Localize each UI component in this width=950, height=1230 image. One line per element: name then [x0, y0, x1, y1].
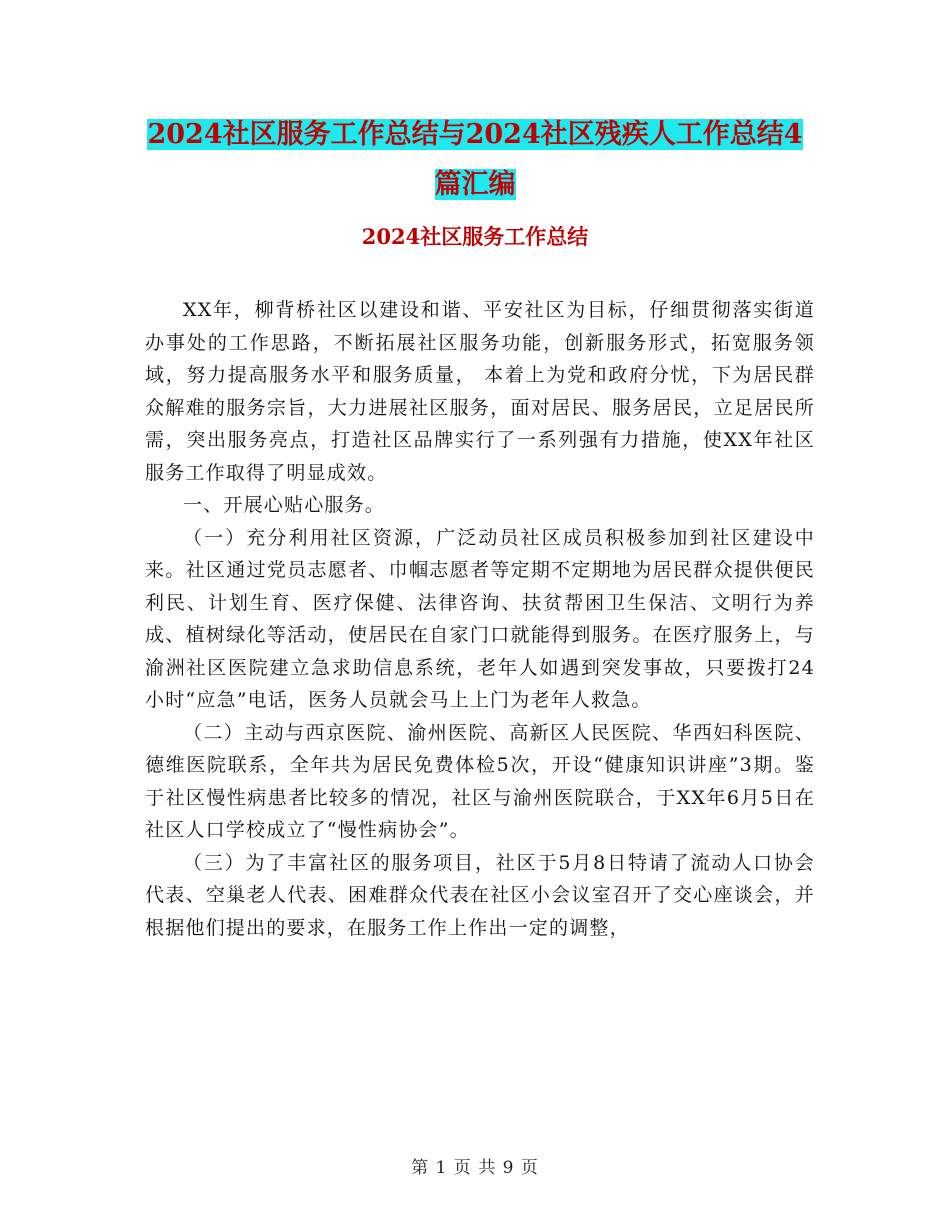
paragraph: （三）为了丰富社区的服务项目，社区于5月8日特请了流动人口协会代表、空巢老人代表、困难群众代表在社区小会议室召开了交心座谈会，并根据他们提出的要求，在服务工作上作出一定的调整， — [145, 851, 815, 939]
paragraph: （一）充分利用社区资源，广泛动员社区成员积极参加到社区建设中来。社区通过党员志愿者、巾帼志愿者等定期不定期地为居民群众提供便民利民、计划生育、医疗保健、法律咨询、扶贫帮困卫生保洁、文明行为养成、植树绿化等活动，使居民在自家门口就能得到服务。在医疗服务上，与渝洲社区医院建立急求助信息系统，老年人如遇到突发事故，只要拨打24小时“应急”电话，医务人员就会马上上门为老年人救急。 — [145, 526, 815, 711]
page-number-footer: 第 1 页 共 9 页 — [411, 1158, 539, 1178]
section-title: 2024社区服务工作总结 — [361, 224, 589, 249]
paragraph: XX年，柳背桥社区以建设和谐、平安社区为目标，仔细贯彻落实街道办事处的工作思路，不断拓展社区服务功能，创新服务形式，拓宽服务领域，努力提高服务水平和服务质量， 本着上为党和政府分忧，下为居民群众解难的服务宗旨，大力进展社区服务，面对居民、服务居民，立足居民所需，突出服务亮点，打造社区品牌实行了一系列强有力措施，使XX年社区服务工作取得了明显成效。 — [145, 299, 815, 484]
paragraph: （二）主动与西京医院、渝州医院、高新区人民医院、华西妇科医院、德维医院联系，全年共为居民免费体检5次，开设“健康知识讲座”3期。鉴于社区慢性病患者比较多的情况，社区与渝州医院联合，于XX年6月5日在社区人口学校成立了“慢性病协会”。 — [145, 721, 815, 841]
document-body — [145, 294, 815, 944]
paragraph: 一、开展心贴心服务。 — [183, 494, 386, 516]
document-title-text: 2024社区服务工作总结与2024社区残疾人工作总结4篇汇编 — [147, 119, 803, 200]
document-title — [140, 110, 810, 210]
